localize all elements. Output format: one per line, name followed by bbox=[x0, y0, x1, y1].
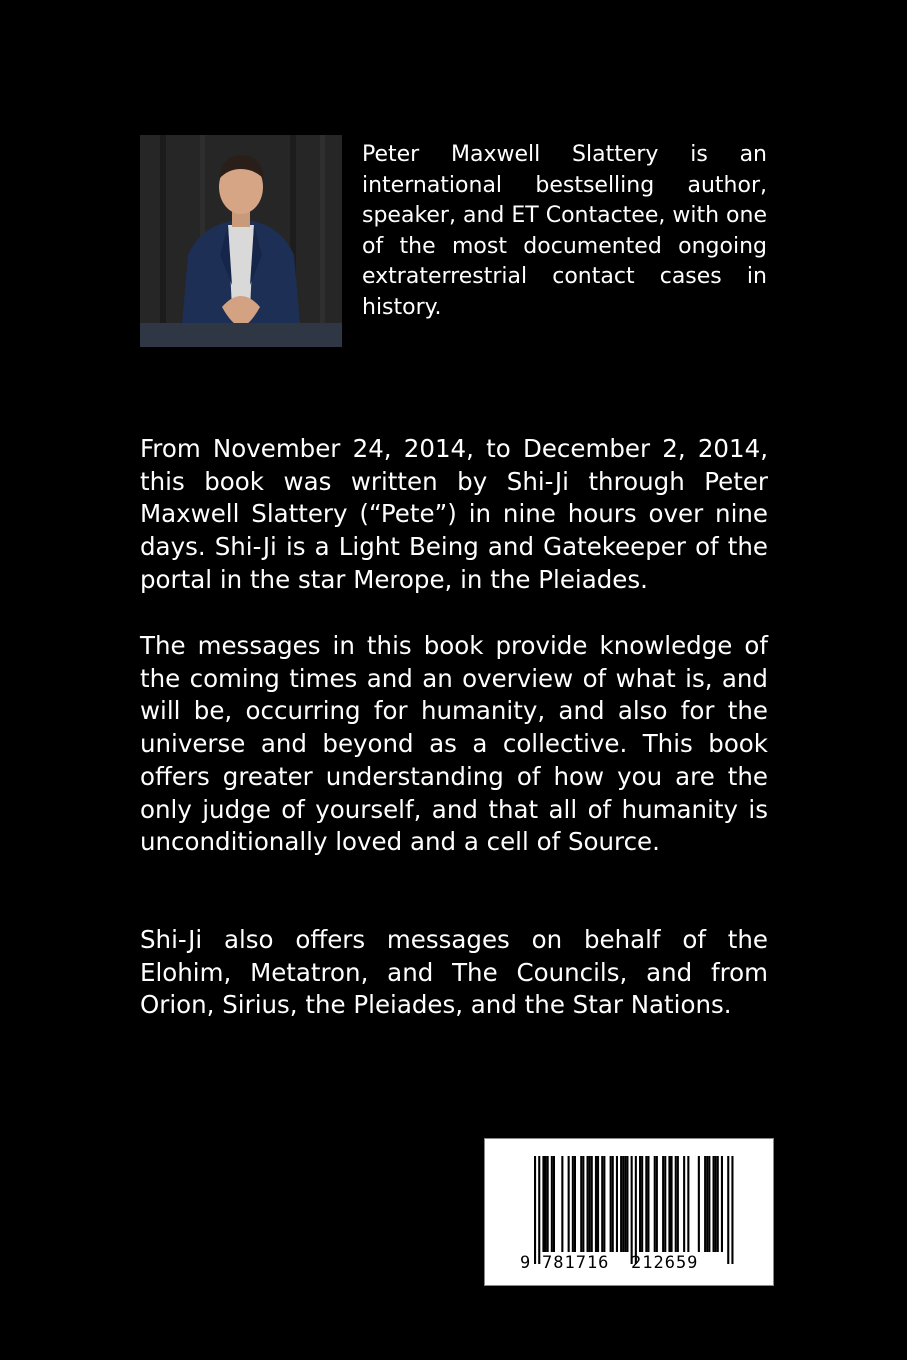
barcode-bar bbox=[580, 1156, 582, 1252]
author-portrait-icon bbox=[140, 135, 342, 347]
barcode-bar bbox=[547, 1156, 549, 1252]
barcode-bar bbox=[616, 1156, 618, 1252]
barcode-bar bbox=[553, 1156, 555, 1252]
book-description-paragraph: From November 24, 2014, to December 2, 2014, this book was written by Shi-Ji through Peter Maxwell Slattery (“Pete”) in nine hours over nine days. Shi-Ji is a Light Being and Gatekeeper of the portal in the star Merope, in the Pleiades. bbox=[140, 434, 768, 594]
isbn-digits-right: 212659 bbox=[631, 1253, 699, 1273]
barcode-bar bbox=[671, 1156, 673, 1252]
barcode-bar bbox=[612, 1156, 614, 1252]
isbn-barcode bbox=[483, 1137, 775, 1287]
barcode-bar bbox=[601, 1156, 603, 1252]
barcode-bar bbox=[639, 1156, 641, 1252]
barcode-bar bbox=[687, 1156, 689, 1252]
barcode-bar bbox=[668, 1156, 670, 1252]
barcode-bar bbox=[597, 1156, 599, 1252]
isbn-digit-first: 9 bbox=[520, 1253, 531, 1273]
barcode-bar bbox=[645, 1156, 647, 1252]
barcode-bar bbox=[622, 1156, 624, 1252]
barcode-bar bbox=[635, 1156, 637, 1264]
barcode-bar bbox=[589, 1156, 591, 1252]
barcode-bar bbox=[587, 1156, 589, 1252]
barcode-bar bbox=[647, 1156, 649, 1252]
barcode-bar bbox=[568, 1156, 570, 1252]
author-bio: Peter Maxwell Slattery is an international bestselling author, speaker, and ET Contactee, with one of the most documented ongoing extraterrestrial contact cases in history. bbox=[362, 142, 767, 320]
barcode-bar bbox=[677, 1156, 679, 1252]
barcode-bar bbox=[654, 1156, 656, 1252]
barcode-bar bbox=[595, 1156, 597, 1252]
barcode-bar bbox=[715, 1156, 717, 1252]
barcode-bar bbox=[626, 1156, 628, 1252]
barcode-bar bbox=[704, 1156, 706, 1252]
barcode-bar bbox=[572, 1156, 574, 1252]
barcode-bar bbox=[731, 1156, 733, 1264]
barcode-bar bbox=[534, 1156, 536, 1264]
barcode-bar bbox=[545, 1156, 547, 1252]
barcode-bar bbox=[624, 1156, 626, 1252]
barcode-bar bbox=[591, 1156, 593, 1252]
barcode-bar bbox=[538, 1156, 540, 1264]
barcode-bar bbox=[620, 1156, 622, 1252]
book-description-paragraph: Shi-Ji also offers messages on behalf of the Elohim, Metatron, and The Councils, and from Orion, Sirius, the Pleiades, and the Star Nations. bbox=[140, 925, 768, 1020]
barcode-bar bbox=[683, 1156, 685, 1252]
barcode-bar bbox=[708, 1156, 710, 1252]
barcode-bar bbox=[641, 1156, 643, 1252]
barcode-bar bbox=[664, 1156, 666, 1252]
barcode-bar bbox=[675, 1156, 677, 1252]
book-description-paragraph: The messages in this book provide knowledge of the coming times and an overview of what is, and will be, occurring for humanity, and also for the universe and beyond as a collective. This book offers greater understanding of how you are the only judge of yourself, and that all of humanity is unconditionally loved and a cell of Source. bbox=[140, 631, 768, 857]
barcode-bar bbox=[610, 1156, 612, 1252]
barcode-bar bbox=[727, 1156, 729, 1264]
barcode-bar bbox=[721, 1156, 723, 1252]
barcode-bar bbox=[582, 1156, 584, 1252]
barcode-bar bbox=[542, 1156, 544, 1252]
author-photo bbox=[140, 135, 342, 347]
barcode-bar bbox=[662, 1156, 664, 1252]
isbn-digits-left: 781716 bbox=[542, 1253, 610, 1273]
barcode-bar bbox=[698, 1156, 700, 1252]
barcode-bar bbox=[713, 1156, 715, 1252]
barcode-bar bbox=[603, 1156, 605, 1252]
barcode-bar bbox=[561, 1156, 563, 1252]
barcode-bar bbox=[574, 1156, 576, 1252]
barcode-bar bbox=[706, 1156, 708, 1252]
barcode-bar bbox=[717, 1156, 719, 1252]
barcode-bar bbox=[656, 1156, 658, 1252]
barcode-bar bbox=[631, 1156, 633, 1264]
isbn-number bbox=[484, 1253, 774, 1275]
barcode-bar bbox=[551, 1156, 553, 1252]
